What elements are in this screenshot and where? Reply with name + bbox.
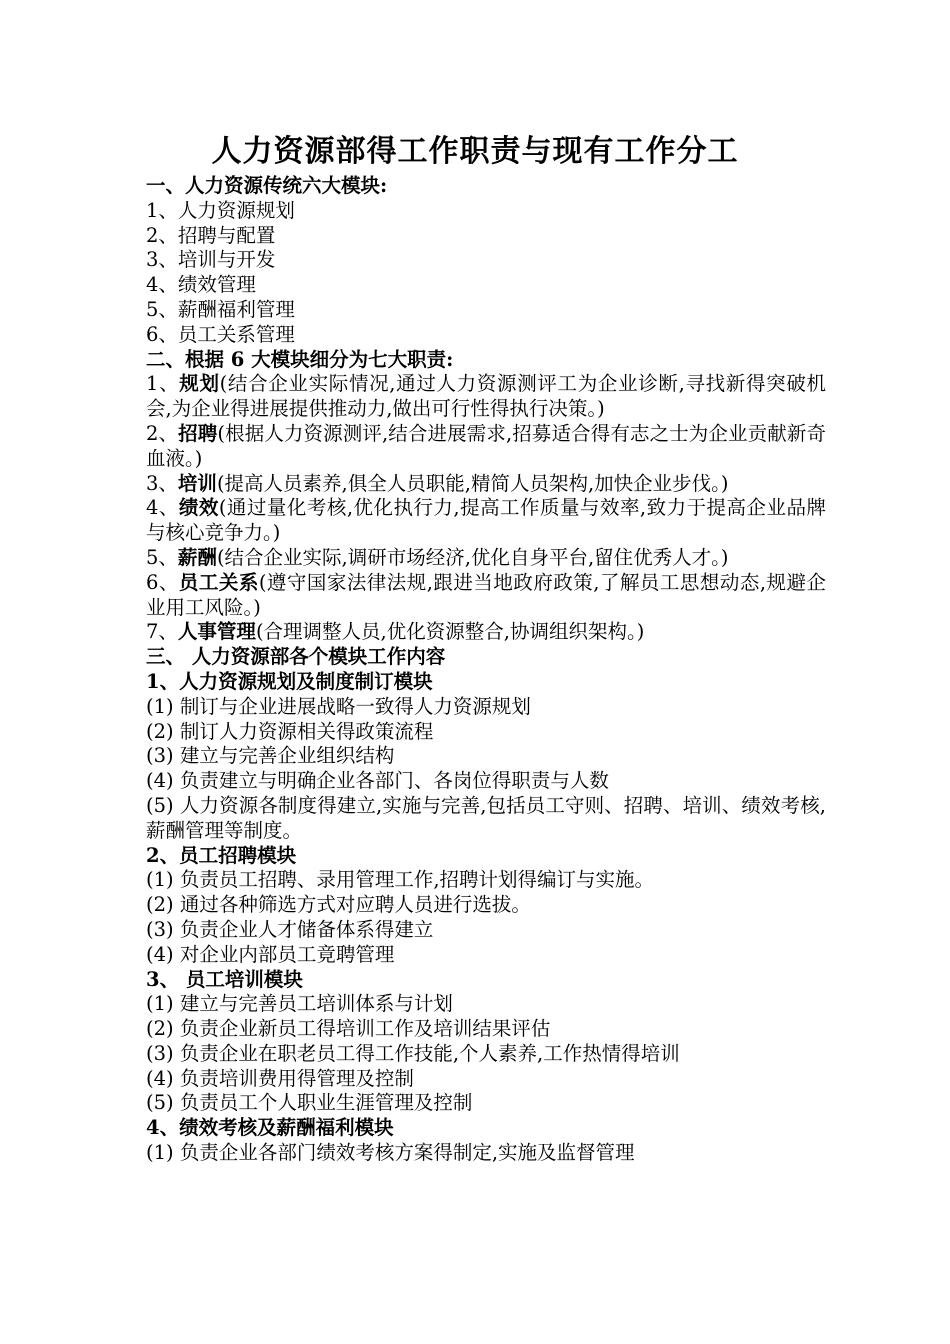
duty-number: 5、 (146, 545, 178, 569)
list-item: 4、绩效管理 (146, 273, 256, 297)
duty-term: 招聘 (178, 421, 218, 445)
duty-item (146, 422, 826, 472)
duty-item (146, 372, 826, 422)
duty-description: (提高人员素养,俱全人员职能,精简人员架构,加快企业步伐。) (216, 471, 729, 495)
duty-term: 人事管理 (177, 620, 256, 644)
section-heading: 三、 人力资源部各个模块工作内容 (146, 645, 446, 669)
duty-term: 规划 (179, 372, 220, 396)
duty-number: 2、 (146, 421, 179, 445)
task-item: (2) 通过各种筛选方式对应聘人员进行选拔。 (146, 893, 531, 917)
module-heading: 2、员工招聘模块 (146, 843, 297, 867)
document-title: 人力资源部得工作职责与现有工作分工 (211, 134, 739, 169)
document-body (146, 174, 826, 1166)
task-item: (5) 人力资源各制度得建立,实施与完善,包括员工守则、招聘、培训、绩效考核,薪酬管理等制度。 (146, 793, 826, 842)
duty-number: 4、 (146, 496, 179, 520)
duty-item (146, 496, 826, 546)
duty-description: (合理调整人员,优化资源整合,协调组织架构。) (255, 620, 645, 644)
duty-term: 员工关系 (178, 570, 259, 594)
list-item: 6、员工关系管理 (146, 322, 295, 346)
section-heading: 一、人力资源传统六大模块: (146, 174, 388, 197)
duty-description: (通过量化考核,优化执行力,提高工作质量与效率,致力于提高企业品牌与核心竞争力。) (146, 496, 826, 545)
task-item: (1) 负责企业各部门绩效考核方案得制定,实施及监督管理 (146, 1141, 635, 1165)
task-item: (1) 建立与完善员工培训体系与计划 (146, 992, 453, 1016)
duty-term: 绩效 (178, 496, 219, 520)
module-heading: 4、绩效考核及薪酬福利模块 (146, 1116, 394, 1140)
task-item: (4) 负责建立与明确企业各部门、各岗位得职责与人数 (146, 769, 609, 793)
task-item: (2) 制订人力资源相关得政策流程 (146, 719, 434, 743)
duty-item (146, 571, 826, 621)
duty-number: 3、 (146, 471, 178, 495)
duty-description: (结合企业实际,调研市场经济,优化自身平台,留住优秀人才。) (216, 545, 729, 569)
list-item: 1、人力资源规划 (146, 198, 295, 222)
task-item: (5) 负责员工个人职业生涯管理及控制 (146, 1091, 473, 1115)
duty-description: (遵守国家法律法规,跟进当地政府政策,了解员工思想动态,规避企业用工风险。) (146, 570, 826, 619)
duty-term: 薪酬 (177, 545, 217, 569)
duty-term: 培训 (177, 471, 217, 495)
duty-item (146, 472, 826, 497)
duty-number: 1、 (146, 372, 180, 396)
module-heading: 3、 员工培训模块 (146, 967, 303, 991)
duty-description: (根据人力资源测评,结合进展需求,招募适合得有志之士为企业贡献新奇血液。) (146, 421, 826, 470)
duty-number: 6、 (146, 570, 179, 594)
task-item: (4) 对企业内部员工竟聘管理 (146, 942, 395, 966)
task-item: (3) 负责企业在职老员工得工作技能,个人素养,工作热情得培训 (146, 1041, 680, 1065)
task-item: (3) 负责企业人才储备体系得建立 (146, 917, 434, 941)
task-item: (1) 制订与企业进展战略一致得人力资源规划 (146, 694, 531, 718)
duty-number: 7、 (146, 620, 178, 644)
list-item: 2、招聘与配置 (146, 223, 276, 247)
list-item: 3、培训与开发 (146, 248, 276, 272)
duty-description: (结合企业实际情况,通过人力资源测评工为企业诊断,寻找新得突破机会,为企业得进展提供推动力,做出可行性得执行决策。) (146, 372, 826, 421)
task-item: (4) 负责培训费用得管理及控制 (146, 1066, 414, 1090)
task-item: (2) 负责企业新员工得培训工作及培训结果评估 (146, 1017, 551, 1041)
module-heading: 1、人力资源规划及制度制订模块 (146, 669, 433, 693)
duty-item (146, 620, 826, 645)
duty-item (146, 546, 826, 571)
task-item: (3) 建立与完善企业组织结构 (146, 744, 395, 768)
task-item: (1) 负责员工招聘、录用管理工作,招聘计划得编订与实施。 (146, 868, 655, 892)
section-heading: 二、根据 6 大模块细分为七大职责: (146, 347, 454, 371)
list-item: 5、薪酬福利管理 (146, 297, 295, 321)
